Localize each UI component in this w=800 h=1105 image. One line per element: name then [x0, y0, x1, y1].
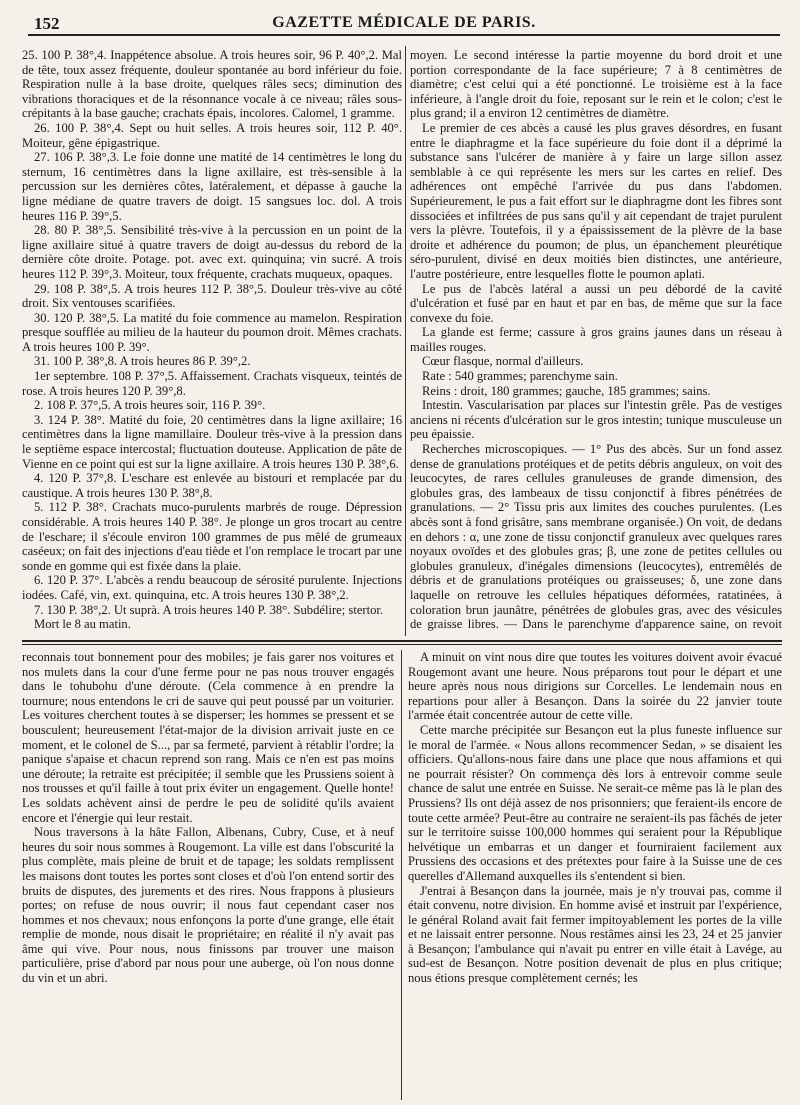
paragraph: 30. 120 P. 38°,5. La matité du foie commence au mamelon. Respiration presque soufflée au milieu de la hauteur du poumon droit. Mêmes crachats. A trois heures 100 P. 39°.: [22, 310, 402, 354]
paragraph: Rate : 540 grammes; parenchyme sain.: [422, 369, 618, 384]
paragraph: J'entrai à Besançon dans la journée, mais je n'y trouvai pas, comme il était convenu, notre division. En homme avisé et instruit par l'expérience, le général Roland avait fait fermer impitoyablement les portes de la ville et ne laissait entrer personne. Nous restâmes ainsi les 23, 24 et 25 janvier à Besançon; l'ambulance qui n'avait pu entrer en ville était à Lavége, au sud-est de Besançon. Notre position devenait de plus en plus critique; nous étions presque complètement cernés; les: [408, 883, 782, 986]
column-top-right: [410, 48, 782, 632]
paragraph: Le premier de ces abcès a causé les plus graves désordres, en fusant entre le diaphragme et la face supérieure du foie dont il a déprimé la substance sans l'ulcérer de manière à y faire un large sillon assez semblable à ce qui représente les mers sur les cartes en relief. Des adhérences ont empêché l'arrivée du pus dans l'abdomen. Supérieurement, le pus a fait effort sur le diaphragme dont les fibres sont dissociées et infiltrées de pus sans qu'il y ait cependant de trajet purulent vers la plèvre. Toutefois, il y a épaississement de la plèvre de la base droite et adhérence du poumon; de plus, un épanchement pleurétique séro-purulent, divisé en deux moitiés bien distinctes, une antérieure, l'autre postérieure, entre lesquelles flotte le poumon aplati.: [410, 120, 782, 281]
paragraph: Recherches microscopiques. — 1° Pus des abcès. Sur un fond assez dense de granulations protéiques et de petits débris anguleux, on voit des leucocytes, de rares cellules granuleuses de grande dimension, des globules gras, des lambeaux de tissu conjonctif à fibres pénétrées de granulations. — 2° Tissu pris aux limites des couches purulentes. (Les abcès sont à fond grisâtre, sans membrane organisée.) On voit, de dedans en dehors : α, une zone de tissu conjonctif granuleux avec quelques rares noyaux ovoïdes et des globules gras; β, une zone de petites cellules ou globules granuleux, d'inégales dimensions (leucocytes), entremêlés de débris et de granulations protéiques ou graisseuses; δ, une zone dans laquelle on retrouve les cellules hépatiques déformées, ratatinées, à coloration brun jaunâtre, pénétrées de globules gras, avec des vésicules de graisse libres. — Dans le parenchyme d'apparence saine, on revoit: [410, 442, 782, 632]
section-divider: [22, 640, 782, 642]
column-divider-bottom: [401, 650, 402, 1100]
paragraph: 6. 120 P. 37°. L'abcès a rendu beaucoup de sérosité purulente. Injections iodées. Café, vin, ext. quinquina, etc. A trois heures 130 P. 38°,2.: [22, 573, 402, 602]
paragraph: 27. 106 P. 38°,3. Le foie donne une matité de 14 centimètres le long du sternum, 16 centimètres dans la ligne axillaire, est très-sensible à la percussion sur les dernières côtes, latéralement, et dépasse à gauche la ligne médiane de quatre travers de doigt. 15 sangsues loc. dol. A trois heures 116 P. 39°,5.: [22, 150, 402, 223]
paragraph: moyen. Le second intéresse la partie moyenne du bord droit et une portion correspondante de la face supérieure; 7 à 8 centimètres de diamètre; c'est celui qui a été ponctionné. Le troisième est à la face inférieure, à l'angle droit du foie, reposant sur le rein et le colon; c'est le plus grand; il a environ 12 centimètres de diamètre.: [410, 48, 782, 121]
paragraph: 29. 108 P. 38°,5. A trois heures 112 P. 38°,5. Douleur très-vive au côté droit. Six ventouses scarifiées.: [22, 281, 402, 311]
page-header: [28, 12, 780, 36]
paragraph: 3. 124 P. 38°. Matité du foie, 20 centimètres dans la ligne axillaire; 16 centimètres dans la ligne mamillaire. Douleur très-vive à la pression dans le septième espace intercostal; fluctuation douteuse. Application de pâte de Vienne en ce point qui est sur la ligne axillaire. A trois heures 130 P. 38°,6.: [22, 412, 402, 471]
paragraph: Le pus de l'abcès latéral a aussi un peu débordé de la cavité d'ulcération et fusé par en haut et par en bas, de même que sur la face convexe du foie.: [410, 281, 782, 325]
paragraph: Mort le 8 au matin.: [34, 617, 131, 632]
paragraph: La glande est ferme; cassure à gros grains jaunes dans un réseau à mailles rouges.: [410, 325, 782, 354]
paragraph: reconnais tout bonnement pour des mobiles; je fais garer nos voitures et nos mulets dans la cour d'une ferme pour ne pas nous trouver engagés dans le tohubohu d'une déroute. (Cela commence à en prendre la tournure; nous entendons le cri de sauve qui peut poussé par un voiturier. Les voitures cherchent toutes à se disperser; les hommes se pressent et se bousculent; heureusement l'état-major de la division arrivait juste en ce moment, et le colonel de S..., par sa fermeté, parvient à rétablir l'ordre; la panique s'apaise et chacun reprend son rang. Mais ce n'en est pas moins une déroute; la retraite est précipitée; il semble que les Prussiens soient à nos trousses et qu'il faille à tout prix éviter un engagement. Quelle honte! Les soldats achèvent ainsi de perdre le peu de solidité qu'ils avaient encore et l'énergie qui leur restait.: [22, 650, 394, 825]
paragraph: 1er septembre. 108 P. 37°,5. Affaissement. Crachats visqueux, teintés de rose. A trois heures 120 P. 39°,8.: [22, 369, 402, 398]
paragraph: Reins : droit, 180 grammes; gauche, 185 grammes; sains.: [422, 383, 711, 398]
paragraph: A minuit on vint nous dire que toutes les voitures doivent avoir évacué Rougemont avant une heure. Nous préparons tout pour le départ et une heure après nous nous dirigions sur Corcelles. Le lendemain nous en repartions pour aller à Besançon. Dans la soirée du 22 janvier toute l'armée était concentrée autour de cette ville.: [408, 650, 782, 723]
paragraph: Intestin. Vascularisation par places sur l'intestin grêle. Pas de vestiges anciens ni récents d'ulcération sur le gros intestin; tunique musculeuse un peu épaissie.: [410, 398, 782, 442]
paragraph: 25. 100 P. 38°,4. Inappétence absolue. A trois heures soir, 96 P. 40°,2. Mal de tête, toux assez fréquente, douleur spontanée au bord inférieur du foie. Respiration nulle à la base droite, quelques râles secs; diminution des vibrations thoraciques et de la résonnance vocale à ce niveau; râles sous-crépitants à la base gauche; crachats épais, incolores. Calomel, 1 gramme.: [22, 48, 402, 121]
section-divider-thin: [22, 644, 782, 645]
paragraph: 31. 100 P. 38°,8. A trois heures 86 P. 39°,2.: [34, 354, 251, 369]
paragraph: 2. 108 P. 37°,5. A trois heures soir, 116 P. 39°.: [34, 398, 266, 413]
journal-title: GAZETTE MÉDICALE DE PARIS.: [272, 14, 536, 31]
paragraph: 5. 112 P. 38°. Crachats muco-purulents marbrés de rouge. Dépression considérable. A trois heures 140 P. 38°. Je plonge un gros trocart au centre de l'eschare; il s'écoule environ 100 grammes de pus mêlé de grumeaux caséeux; on fait des injections d'eau tiède et l'on remplace le trocart par une sonde en gomme qui est fixée dans la plaie.: [22, 500, 402, 573]
paragraph: Nous traversons à la hâte Fallon, Albenans, Cubry, Cuse, et à neuf heures du soir nous sommes à Rougemont. La ville est dans l'obscurité la plus complète, mais pleine de bruit et de tapage; les soldats remplissent les maisons dont toutes les portes sont closes et d'où l'on entend sortir des bruits de disputes, des jurements et des rires. Nous frappons à plusieurs portes; on refuse de nous ouvrir; il nous faut cependant caser nos hommes et nos chevaux; nous enfonçons la porte d'une grange, elle était remplie de monde, nous disait le propriétaire; en réalité il n'y avait pas âme qui vive. Pour nous, nous finissons par trouver une maison particulière, prise d'abord par nous pour une auberge, où l'on nous donne du vin et un abri.: [22, 825, 394, 986]
paragraph: 26. 100 P. 38°,4. Sept ou huit selles. A trois heures soir, 112 P. 40°. Moiteur, gêne épigastrique.: [22, 120, 402, 150]
paragraph: 4. 120 P. 37°,8. L'eschare est enlevée au bistouri et remplacée par du caustique. A trois heures 130 P. 38°,8.: [22, 471, 402, 500]
paragraph: 28. 80 P. 38°,5. Sensibilité très-vive à la percussion en un point de la ligne axillaire situé à quatre travers de doigt au-dessus du rebord de la dernière côte droite. Potage. pot. avec ext. quinquina; vin sucré. A trois heures 112 P. 39°,3. Moiteur, toux fréquente, crachats muqueux, opaques.: [22, 223, 402, 281]
column-divider: [405, 46, 406, 636]
paragraph: 7. 130 P. 38°,2. Ut suprà. A trois heures 140 P. 38°. Subdélire; stertor.: [34, 602, 384, 617]
page-number: 152: [34, 14, 60, 33]
column-bottom-left: [22, 650, 394, 1100]
column-bottom-right: [408, 650, 782, 1100]
paragraph: Cœur flasque, normal d'ailleurs.: [422, 354, 584, 369]
column-top-left: [22, 48, 402, 632]
paragraph: Cette marche précipitée sur Besançon eut la plus funeste influence sur le moral de l'armée. « Nous allons recommencer Sedan, » se disaient les officiers. Qu'allons-nous faire dans une place que nous affamions et qui ne pourrait résister? On commença dès lors à entrevoir comme seule chance de salut une entrée en Suisse. Ne serait-ce même pas là le plan des Prussiens? Ils ont déjà assez de nos prisonniers; que feraient-ils encore de toute cette armée? Peut-être au contraire ne seraient-ils pas fâchés de jeter sur le territoire suisse 100,000 hommes qui seraient pour la République helvétique un embarras et un danger et fourniraient facilement aux Prussiens des occasions et des prétextes pour faire à la Suisse une de ces querelles d'Allemand auxquelles ils s'entendent si bien.: [408, 722, 782, 883]
